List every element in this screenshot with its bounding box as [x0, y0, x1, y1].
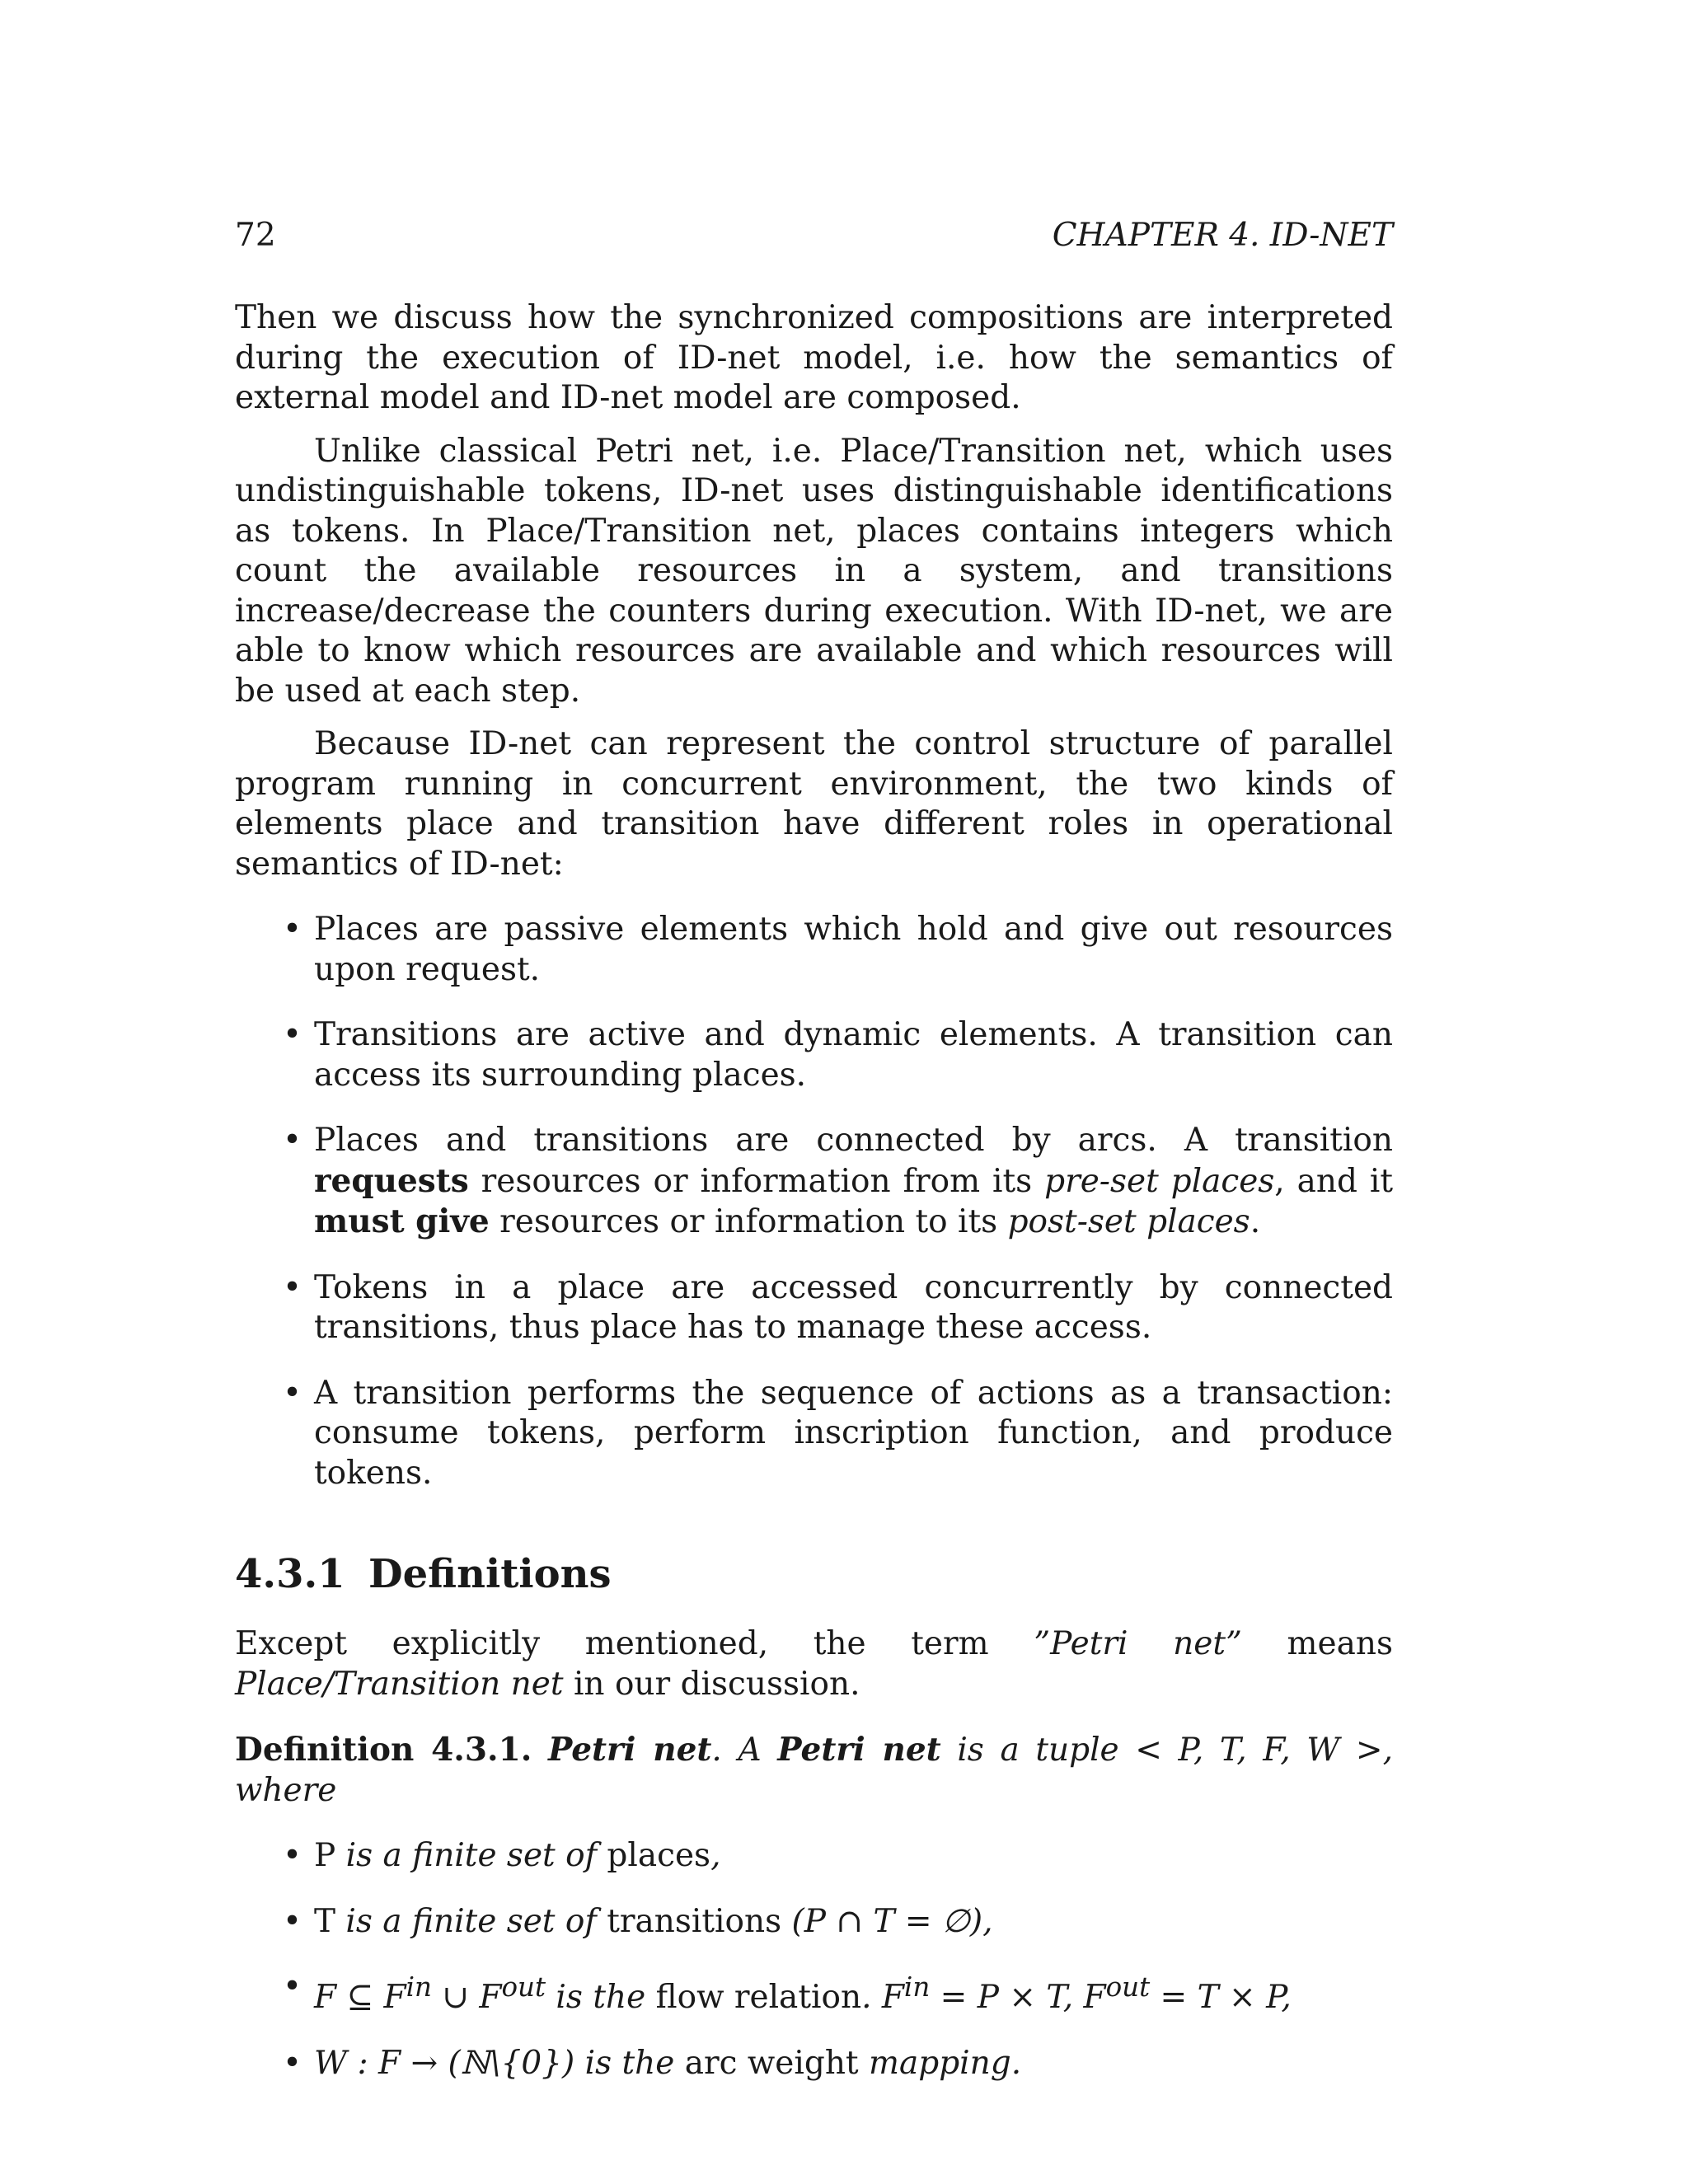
list-item: • Tokens in a place are accessed concurrently by connected transitions, thus place has to manage these access.	[283, 1268, 1393, 1346]
paragraph-3: Because ID-net can represent the control structure of parallel program running in concurrent environment, the two kinds of elements place and transition have different roles in operational semantics of ID-net:	[235, 725, 1393, 883]
section-heading	[235, 1549, 1393, 1599]
definition-name: Petri net	[547, 1731, 712, 1769]
section-number: 4.3.1	[235, 1551, 345, 1597]
bullet: •	[283, 1268, 302, 1306]
list-item: • W : F → (ℕ\{0}) is the arc weight mapping.	[235, 2044, 1393, 2084]
definition-4-3-1: Definition 4.3.1. Petri net. A Petri net is a tuple < P, T, F, W >, where	[235, 1731, 1394, 1809]
paragraph-2: Unlike classical Petri net, i.e. Place/Transition net, which uses undistinguishable tokens, ID-net uses distinguishable identifications as tokens. In Place/Transition net, places contains integers which count the available resources in a system, and transitions increase/decrease the counters during execution. With ID-net, we are able to know which resources are available and which resources will be used at each step.	[235, 432, 1393, 710]
section-title: Definitions	[368, 1551, 612, 1597]
bullet: •	[283, 1968, 302, 2005]
page-number: 72	[235, 217, 276, 254]
bullet: •	[283, 1374, 302, 1412]
roles-list	[235, 910, 1393, 1493]
bullet: •	[283, 1902, 302, 1940]
definition-list	[235, 1836, 1393, 2083]
list-item: • F ⊆ $F^{in}$ ∪ $F^{out}$ is the flow relation. $F^{in} = P \times T$, $F^{out} = T \times P$,	[283, 1968, 1292, 2016]
bullet: •	[283, 2044, 302, 2082]
bullet: •	[283, 1016, 302, 1053]
paragraph-1: Then we discuss how the synchronized compositions are interpreted during the execution of ID-net model, i.e. how the semantics of external model and ID-net model are composed.	[235, 299, 1393, 416]
bullet: •	[283, 911, 302, 948]
chapter-title: CHAPTER 4. ID-NET	[1052, 217, 1393, 254]
list-item: • Places and transitions are connected by arcs. A transition requests resources or information from its pre-set places, and it must give resources or information to its post-set places.	[283, 1122, 1394, 1240]
definition-label: Definition 4.3.1.	[235, 1731, 532, 1769]
list-item: • T is a finite set of transitions (P ∩ T = ∅),	[235, 1902, 1393, 1943]
bullet: •	[283, 1837, 302, 1874]
page-body	[235, 298, 1393, 2083]
list-item: • A transition performs the sequence of actions as a transaction: consume tokens, perform inscription function, and produce tokens.	[283, 1374, 1393, 1492]
list-item: • Places are passive elements which hold and give out resources upon request.	[283, 911, 1393, 988]
running-header	[235, 211, 1393, 260]
bullet: •	[283, 1122, 302, 1159]
section-intro: Except explicitly mentioned, the term ”Petri net” means Place/Transition net in our discussion.	[235, 1625, 1393, 1703]
list-item: • Transitions are active and dynamic elements. A transition can access its surrounding places.	[283, 1016, 1393, 1094]
list-item: • P is a finite set of places,	[235, 1836, 1393, 1877]
